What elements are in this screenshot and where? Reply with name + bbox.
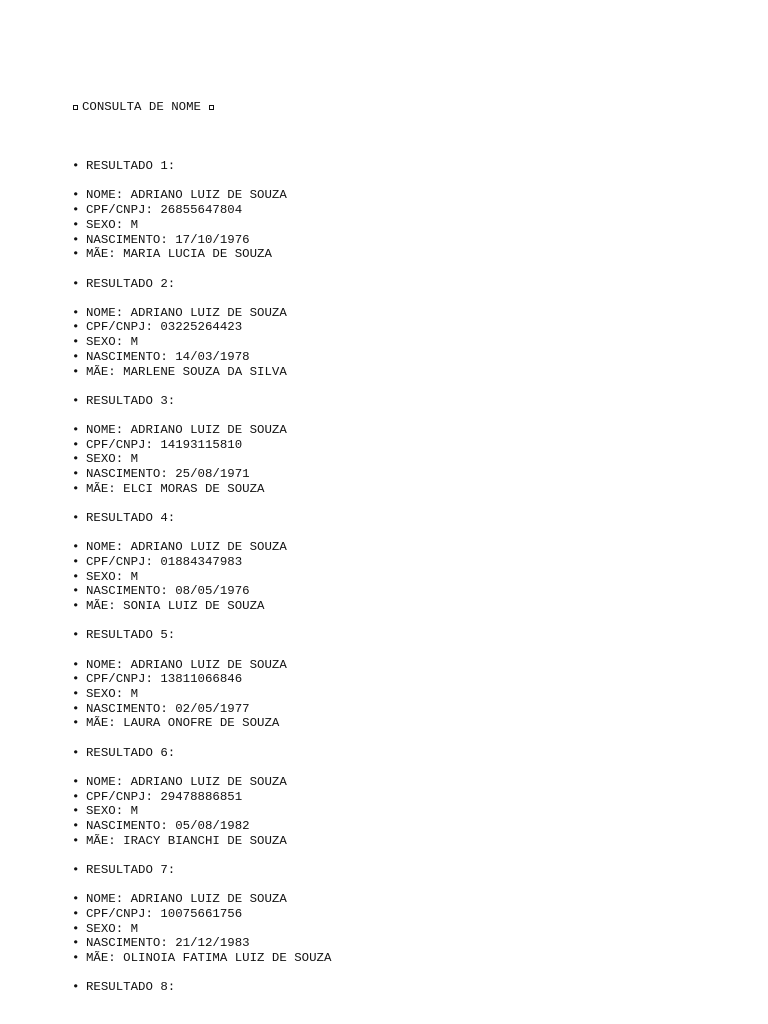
bullet-icon: • — [72, 393, 80, 408]
result-field — [72, 218, 331, 233]
result-field — [72, 819, 331, 834]
bullet-icon: • — [72, 349, 80, 364]
result-group — [72, 511, 331, 614]
document-title-line — [72, 100, 331, 129]
document-body — [72, 71, 331, 1024]
result-field — [72, 467, 331, 482]
bullet-icon: • — [72, 364, 80, 379]
bullet-icon: • — [72, 687, 80, 702]
result-field — [72, 365, 331, 380]
result-field-text: CPF/CNPJ: 14193115810 — [86, 437, 243, 452]
bullet-icon: • — [72, 775, 80, 790]
result-field — [72, 247, 331, 262]
bullet-icon: • — [72, 936, 80, 951]
bullet-icon: • — [72, 745, 80, 760]
result-field — [72, 658, 331, 673]
result-field — [72, 306, 331, 321]
result-field-text: MÃE: ELCI MORAS DE SOUZA — [86, 481, 265, 496]
bullet-icon: • — [72, 335, 80, 350]
result-field-text: NASCIMENTO: 05/08/1982 — [86, 819, 250, 834]
result-field — [72, 951, 331, 966]
result-field-text: MÃE: SONIA LUIZ DE SOUZA — [86, 599, 265, 614]
result-field — [72, 702, 331, 717]
result-heading — [72, 628, 331, 643]
result-heading-text: RESULTADO 1: — [86, 159, 176, 174]
result-field-text: MÃE: IRACY BIANCHI DE SOUZA — [86, 833, 287, 848]
result-field-text: NOME: ADRIANO LUIZ DE SOUZA — [86, 423, 287, 438]
bullet-icon: • — [72, 203, 80, 218]
bullet-icon: • — [72, 907, 80, 922]
result-field — [72, 438, 331, 453]
small-square-icon — [209, 105, 214, 110]
document-title: CONSULTA DE NOME — [82, 100, 201, 115]
result-field — [72, 775, 331, 790]
result-heading-text: RESULTADO 3: — [86, 393, 176, 408]
result-group — [72, 628, 331, 731]
bullet-icon: • — [72, 657, 80, 672]
bullet-icon: • — [72, 892, 80, 907]
result-group — [72, 980, 331, 995]
result-field — [72, 804, 331, 819]
result-group — [72, 159, 331, 262]
result-heading — [72, 159, 331, 174]
result-field — [72, 540, 331, 555]
result-field-text: NASCIMENTO: 17/10/1976 — [86, 232, 250, 247]
result-field-text: NOME: ADRIANO LUIZ DE SOUZA — [86, 775, 287, 790]
result-field — [72, 716, 331, 731]
result-field-text: NASCIMENTO: 02/05/1977 — [86, 701, 250, 716]
bullet-icon: • — [72, 951, 80, 966]
bullet-icon: • — [72, 599, 80, 614]
bullet-icon: • — [72, 804, 80, 819]
result-field-text: SEXO: M — [86, 569, 139, 584]
result-field — [72, 188, 331, 203]
result-field-text: MÃE: MARIA LUCIA DE SOUZA — [86, 247, 272, 262]
result-field — [72, 672, 331, 687]
result-heading — [72, 980, 331, 995]
bullet-icon: • — [72, 540, 80, 555]
result-field-text: NASCIMENTO: 25/08/1971 — [86, 467, 250, 482]
result-field-text: NASCIMENTO: 21/12/1983 — [86, 936, 250, 951]
bullet-icon: • — [72, 672, 80, 687]
result-field — [72, 350, 331, 365]
result-field-text: SEXO: M — [86, 804, 139, 819]
result-field-text: CPF/CNPJ: 01884347983 — [86, 555, 243, 570]
result-field-text: MÃE: OLINOIA FATIMA LUIZ DE SOUZA — [86, 951, 332, 966]
result-field — [72, 584, 331, 599]
bullet-icon: • — [72, 452, 80, 467]
result-field — [72, 834, 331, 849]
result-field — [72, 599, 331, 614]
result-field-text: NOME: ADRIANO LUIZ DE SOUZA — [86, 540, 287, 555]
result-heading — [72, 863, 331, 878]
result-field — [72, 423, 331, 438]
bullet-icon: • — [72, 833, 80, 848]
bullet-icon: • — [72, 276, 80, 291]
result-field-text: MÃE: LAURA ONOFRE DE SOUZA — [86, 716, 280, 731]
bullet-icon: • — [72, 980, 80, 995]
bullet-icon: • — [72, 584, 80, 599]
result-field-text: SEXO: M — [86, 687, 139, 702]
bullet-icon: • — [72, 628, 80, 643]
result-heading — [72, 746, 331, 761]
result-heading-text: RESULTADO 4: — [86, 511, 176, 526]
result-field — [72, 320, 331, 335]
result-group — [72, 277, 331, 380]
result-field-text: SEXO: M — [86, 217, 139, 232]
result-heading-text: RESULTADO 6: — [86, 745, 176, 760]
result-field-text: SEXO: M — [86, 335, 139, 350]
result-heading — [72, 394, 331, 409]
bullet-icon: • — [72, 569, 80, 584]
result-heading — [72, 511, 331, 526]
result-field-text: SEXO: M — [86, 921, 139, 936]
result-field-text: SEXO: M — [86, 452, 139, 467]
bullet-icon: • — [72, 247, 80, 262]
result-field — [72, 482, 331, 497]
bullet-icon: • — [72, 716, 80, 731]
result-field-text: CPF/CNPJ: 26855647804 — [86, 203, 243, 218]
result-group — [72, 863, 331, 966]
result-field — [72, 790, 331, 805]
bullet-icon: • — [72, 320, 80, 335]
bullet-icon: • — [72, 423, 80, 438]
result-field — [72, 233, 331, 248]
results-list — [72, 159, 331, 995]
result-field — [72, 335, 331, 350]
result-field-text: CPF/CNPJ: 29478886851 — [86, 789, 243, 804]
bullet-icon: • — [72, 188, 80, 203]
result-field-text: NOME: ADRIANO LUIZ DE SOUZA — [86, 657, 287, 672]
bullet-icon: • — [72, 232, 80, 247]
bullet-icon: • — [72, 481, 80, 496]
result-field-text: MÃE: MARLENE SOUZA DA SILVA — [86, 364, 287, 379]
bullet-icon: • — [72, 305, 80, 320]
result-field-text: NASCIMENTO: 14/03/1978 — [86, 349, 250, 364]
result-field-text: CPF/CNPJ: 13811066846 — [86, 672, 243, 687]
result-field-text: NOME: ADRIANO LUIZ DE SOUZA — [86, 188, 287, 203]
result-field — [72, 570, 331, 585]
result-heading-text: RESULTADO 2: — [86, 276, 176, 291]
result-field — [72, 936, 331, 951]
bullet-icon: • — [72, 555, 80, 570]
bullet-icon: • — [72, 511, 80, 526]
result-field — [72, 687, 331, 702]
result-field-text: NOME: ADRIANO LUIZ DE SOUZA — [86, 305, 287, 320]
result-group — [72, 394, 331, 497]
result-field — [72, 892, 331, 907]
result-heading-text: RESULTADO 5: — [86, 628, 176, 643]
result-field — [72, 922, 331, 937]
result-field — [72, 203, 331, 218]
bullet-icon: • — [72, 863, 80, 878]
small-square-icon — [73, 105, 78, 110]
result-field — [72, 452, 331, 467]
bullet-icon: • — [72, 437, 80, 452]
result-heading — [72, 277, 331, 292]
result-field — [72, 555, 331, 570]
bullet-icon: • — [72, 159, 80, 174]
result-field — [72, 907, 331, 922]
result-field-text: CPF/CNPJ: 03225264423 — [86, 320, 243, 335]
result-heading-text: RESULTADO 8: — [86, 980, 176, 995]
bullet-icon: • — [72, 467, 80, 482]
result-field-text: NASCIMENTO: 08/05/1976 — [86, 584, 250, 599]
bullet-icon: • — [72, 217, 80, 232]
bullet-icon: • — [72, 789, 80, 804]
result-group — [72, 746, 331, 849]
result-field-text: NOME: ADRIANO LUIZ DE SOUZA — [86, 892, 287, 907]
bullet-icon: • — [72, 921, 80, 936]
result-field-text: CPF/CNPJ: 10075661756 — [86, 907, 243, 922]
bullet-icon: • — [72, 819, 80, 834]
result-heading-text: RESULTADO 7: — [86, 863, 176, 878]
bullet-icon: • — [72, 701, 80, 716]
